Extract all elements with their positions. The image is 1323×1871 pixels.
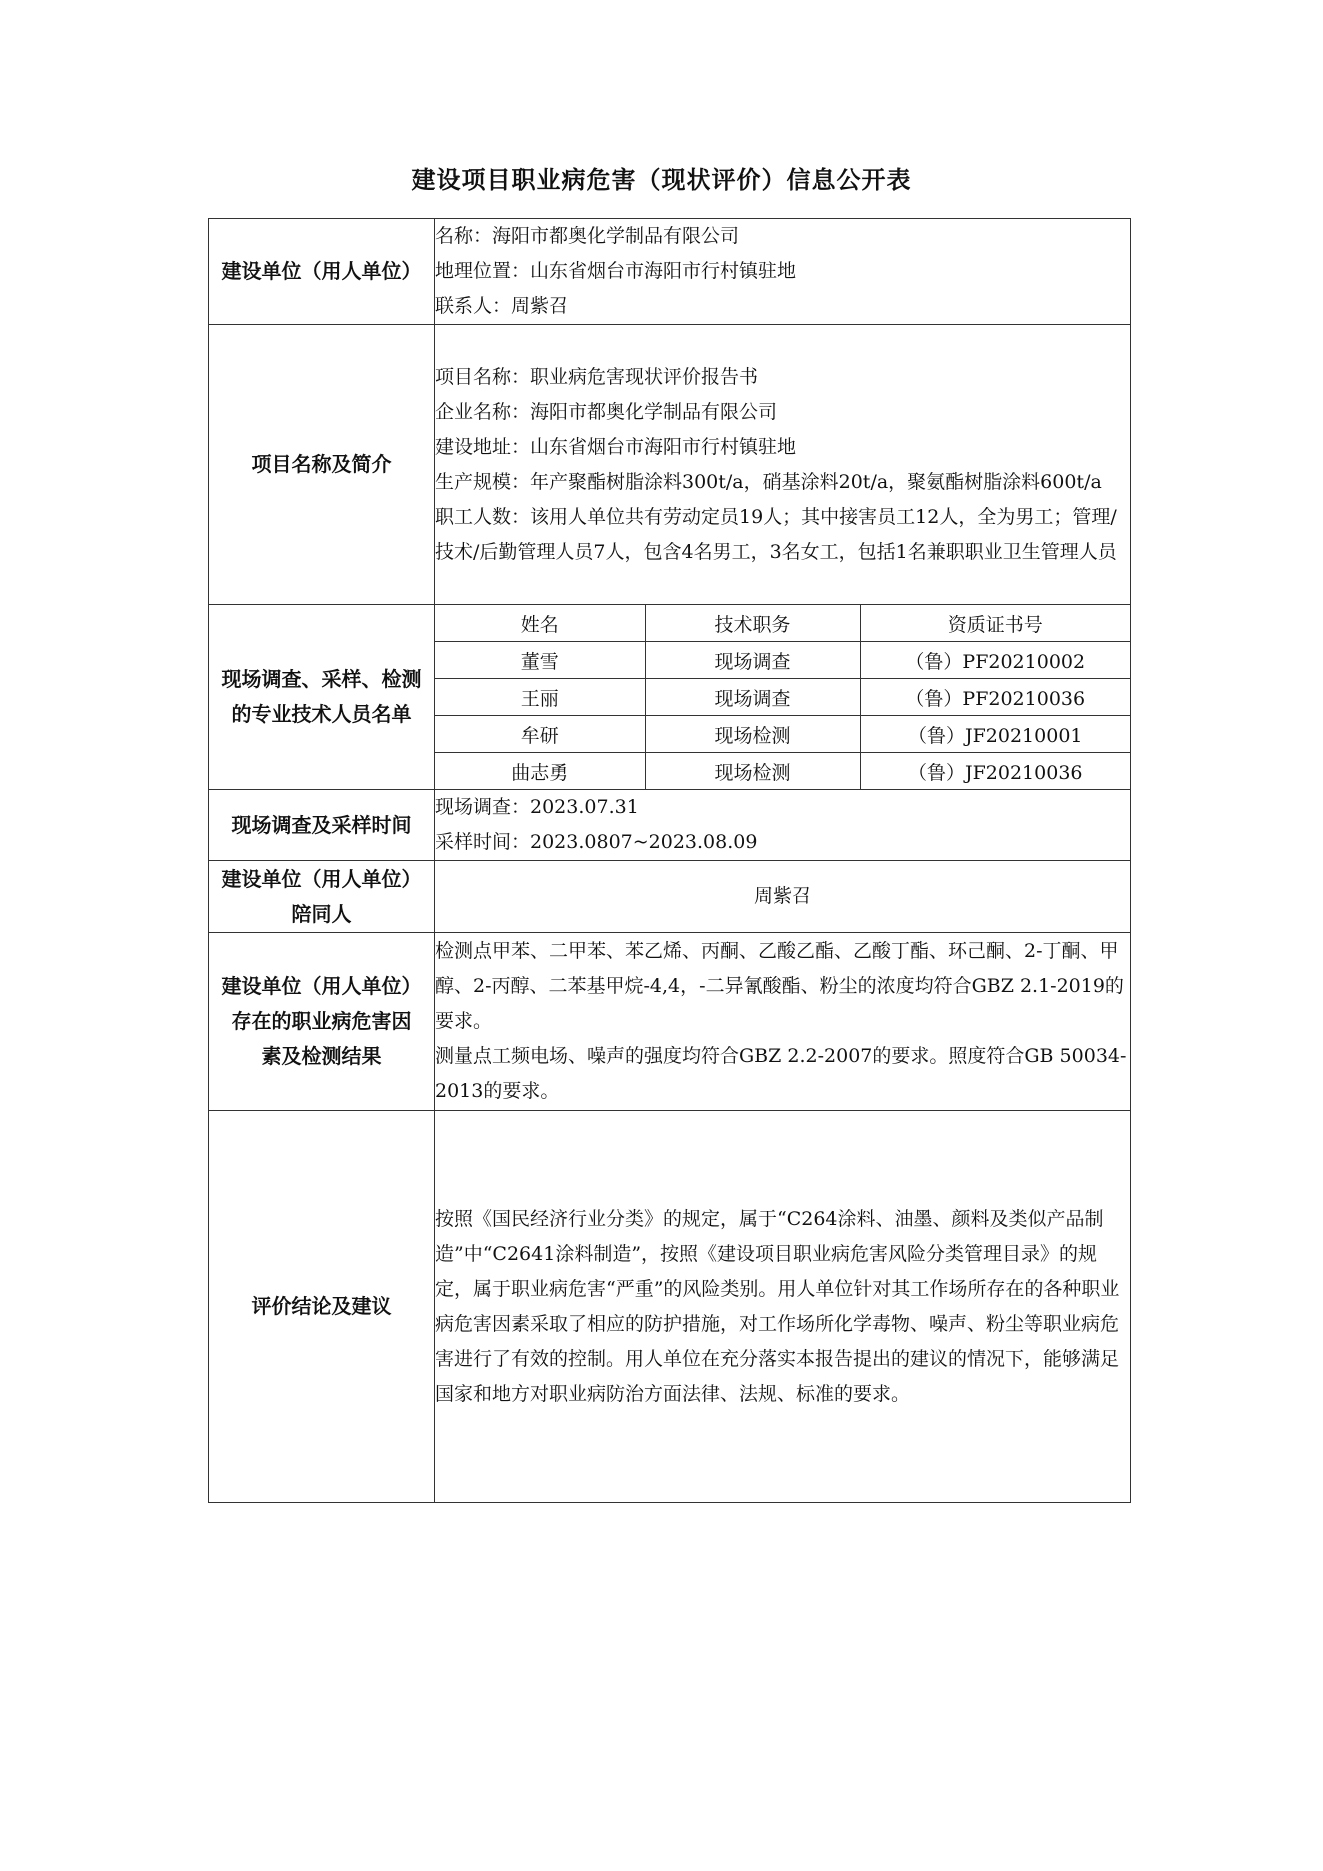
project-address: 建设地址：山东省烟台市海阳市行村镇驻地	[435, 435, 797, 458]
staff-title: 现场检测	[645, 716, 860, 753]
project-name: 项目名称：职业病危害现状评价报告书	[435, 365, 759, 388]
conclusion-content	[435, 1111, 1131, 1503]
staff-content	[435, 605, 1131, 790]
survey-date: 现场调查：2023.07.31	[435, 796, 639, 818]
disclosure-table	[208, 218, 1131, 1503]
staff-name: 牟研	[435, 716, 645, 753]
staff-table	[435, 605, 1130, 789]
survey-row	[209, 790, 1131, 861]
staff-header-row	[435, 605, 1130, 642]
staff-title: 现场调查	[645, 642, 860, 679]
unit-location: 地理位置：山东省烟台市海阳市行村镇驻地	[435, 260, 797, 282]
staff-header-name: 姓名	[435, 605, 645, 642]
hazards-row	[209, 933, 1131, 1111]
project-scale: 生产规模：年产聚酯树脂涂料300t/a，硝基涂料20t/a，聚氨酯树脂涂料600t/a	[435, 470, 1102, 493]
staff-name: 曲志勇	[435, 753, 645, 790]
hazards-content	[435, 933, 1131, 1111]
page-title: 建设项目职业病危害（现状评价）信息公开表	[411, 166, 912, 194]
staff-name: 董雪	[435, 642, 645, 679]
staff-title: 现场调查	[645, 679, 860, 716]
table-row	[435, 716, 1130, 753]
table-row	[435, 753, 1130, 790]
staff-row	[209, 605, 1131, 790]
project-content	[435, 325, 1131, 605]
survey-label: 现场调查及采样时间	[209, 790, 435, 861]
project-company: 企业名称：海阳市都奥化学制品有限公司	[435, 400, 778, 423]
hazards-chemical-results: 检测点甲苯、二甲苯、苯乙烯、丙酮、乙酸乙酯、乙酸丁酯、环己酮、2-丁酮、甲醇、2-丙醇、二苯基甲烷-4,4，-二异氰酸酯、粉尘的浓度均符合GBZ 2.1-2019的要求。	[435, 940, 1124, 1032]
table-row	[435, 679, 1130, 716]
staff-cert: （鲁）JF20210036	[860, 753, 1130, 790]
hazards-physical-results: 测量点工频电场、噪声的强度均符合GBZ 2.2-2007的要求。照度符合GB 50034-2013的要求。	[435, 1045, 1127, 1102]
project-label: 项目名称及简介	[209, 325, 435, 605]
hazards-label: 建设单位（用人单位） 存在的职业病危害因 素及检测结果	[209, 933, 435, 1111]
escort-label: 建设单位（用人单位） 陪同人	[209, 861, 435, 933]
project-staff-count: 职工人数：该用人单位共有劳动定员19人；其中接害员工12人，全为男工；管理/技术/后勤管理人员7人，包含4名男工，3名女工，包括1名兼职职业卫生管理人员	[435, 505, 1117, 563]
unit-content	[435, 219, 1131, 325]
staff-name: 王丽	[435, 679, 645, 716]
sampling-date: 采样时间：2023.0807~2023.08.09	[435, 831, 758, 853]
staff-cert: （鲁）JF20210001	[860, 716, 1130, 753]
escort-value: 周紫召	[435, 861, 1131, 933]
staff-cert: （鲁）PF20210036	[860, 679, 1130, 716]
conclusion-text: 按照《国民经济行业分类》的规定，属于“C264涂料、油墨、颜料及类似产品制造”中“C2641涂料制造”，按照《建设项目职业病危害风险分类管理目录》的规定，属于职业病危害“严重”的风险类别。用人单位针对其工作场所存在的各种职业病危害因素采取了相应的防护措施，对工作场所化学毒物、噪声、粉尘等职业病危害进行了有效的控制。用人单位在充分落实本报告提出的建议的情况下，能够满足国家和地方对职业病防治方面法律、法规、标准的要求。	[435, 1207, 1120, 1405]
unit-row	[209, 219, 1131, 325]
conclusion-row	[209, 1111, 1131, 1503]
staff-title: 现场检测	[645, 753, 860, 790]
project-row	[209, 325, 1131, 605]
escort-row	[209, 861, 1131, 933]
conclusion-label: 评价结论及建议	[209, 1111, 435, 1503]
unit-name: 名称：海阳市都奥化学制品有限公司	[435, 225, 740, 247]
table-row	[435, 642, 1130, 679]
staff-cert: （鲁）PF20210002	[860, 642, 1130, 679]
survey-content	[435, 790, 1131, 861]
unit-contact: 联系人：周紫召	[435, 295, 569, 317]
staff-label: 现场调查、采样、检测 的专业技术人员名单	[209, 605, 435, 790]
unit-label: 建设单位（用人单位）	[209, 219, 435, 325]
staff-header-cert: 资质证书号	[860, 605, 1130, 642]
staff-header-title: 技术职务	[645, 605, 860, 642]
